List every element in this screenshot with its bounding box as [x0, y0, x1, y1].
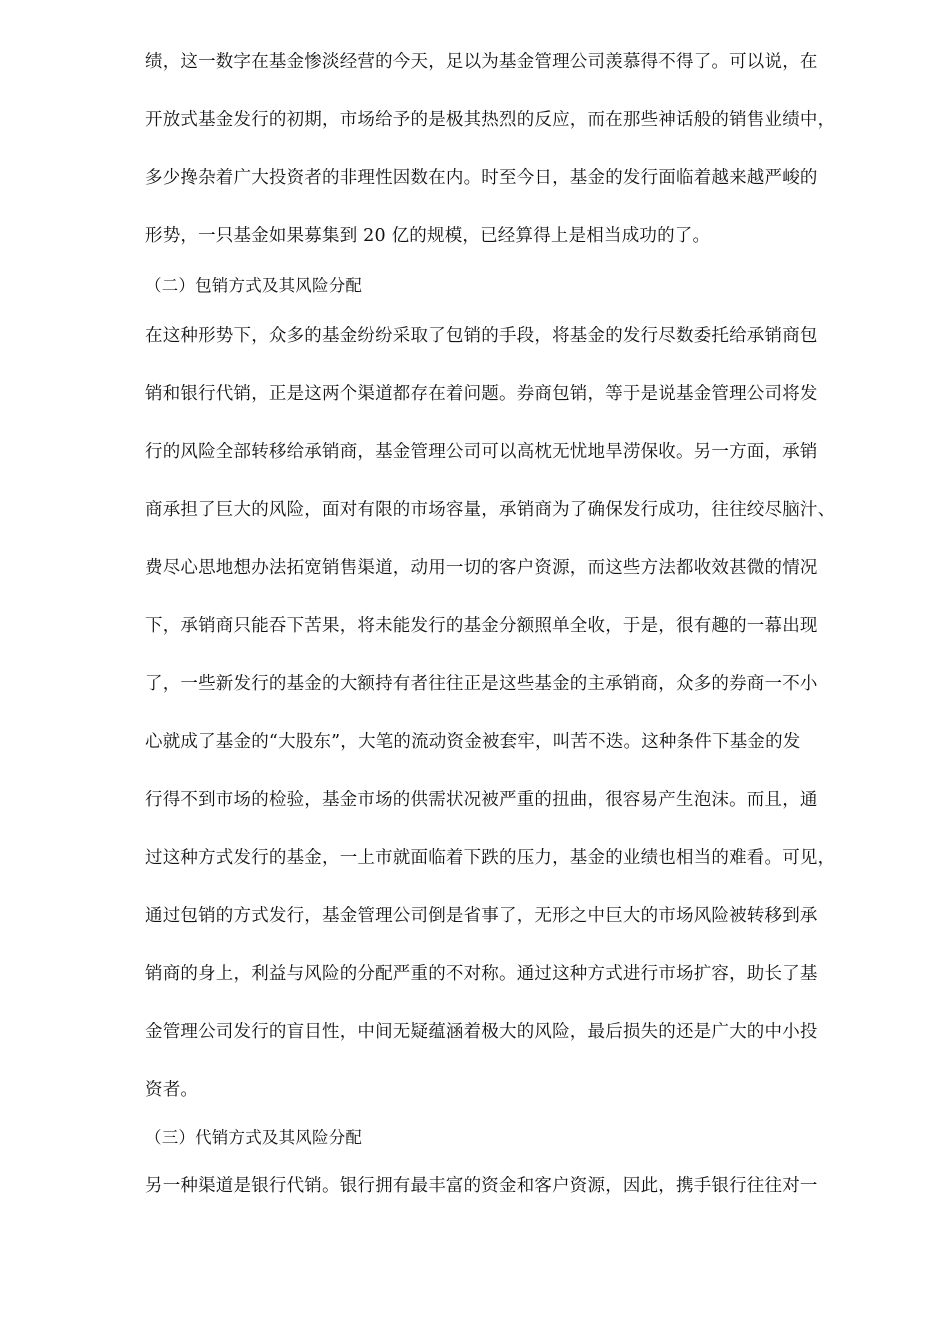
- paragraph-line: 绩，这一数字在基金惨淡经营的今天，足以为基金管理公司羡慕得不得了。可以说，在: [145, 52, 818, 72]
- paragraph-line: 商承担了巨大的风险，面对有限的市场容量，承销商为了确保发行成功，往往绞尽脑汁、: [145, 500, 836, 520]
- paragraph-line: 在这种形势下，众多的基金纷纷采取了包销的手段，将基金的发行尽数委托给承销商包: [145, 326, 818, 346]
- paragraph-line: 多少搀杂着广大投资者的非理性因数在内。时至今日，基金的发行面临着越来越严峻的: [145, 168, 818, 188]
- section-heading: （三）代销方式及其风险分配: [145, 1128, 363, 1147]
- paragraph-line: 行的风险全部转移给承销商，基金管理公司可以高枕无忧地旱涝保收。另一方面，承销: [145, 442, 818, 462]
- paragraph-line: 心就成了基金的“大股东”，大笔的流动资金被套牢，叫苦不迭。这种条件下基金的发: [145, 732, 801, 752]
- paragraph-line: 资者。: [145, 1080, 199, 1100]
- paragraph-line: 金管理公司发行的盲目性，中间无疑蕴涵着极大的风险，最后损失的还是广大的中小投: [145, 1022, 818, 1042]
- paragraph-line: 通过包销的方式发行，基金管理公司倒是省事了，无形之中巨大的市场风险被转移到承: [145, 906, 818, 926]
- paragraph-line: 费尽心思地想办法拓宽销售渠道，动用一切的客户资源，而这些方法都收效甚微的情况: [145, 558, 818, 578]
- paragraph-line: 了，一些新发行的基金的大额持有者往往正是这些基金的主承销商，众多的券商一不小: [145, 674, 818, 694]
- paragraph-line: 下，承销商只能吞下苦果，将未能发行的基金分额照单全收，于是，很有趣的一幕出现: [145, 616, 818, 636]
- section-heading: （二）包销方式及其风险分配: [145, 276, 363, 295]
- paragraph-line: 另一种渠道是银行代销。银行拥有最丰富的资金和客户资源，因此，携手银行往往对一: [145, 1176, 818, 1196]
- paragraph-line: 行得不到市场的检验，基金市场的供需状况被严重的扭曲，很容易产生泡沫。而且，通: [145, 790, 818, 810]
- paragraph-line: 销和银行代销，正是这两个渠道都存在着问题。券商包销，等于是说基金管理公司将发: [145, 384, 818, 404]
- paragraph-line: 形势，一只基金如果募集到 20 亿的规模，已经算得上是相当成功的了。: [145, 226, 711, 246]
- paragraph-line: 开放式基金发行的初期，市场给予的是极其热烈的反应，而在那些神话般的销售业绩中，: [145, 110, 836, 130]
- paragraph-line: 过这种方式发行的基金，一上市就面临着下跌的压力，基金的业绩也相当的难看。可见，: [145, 848, 836, 868]
- paragraph-line: 销商的身上，利益与风险的分配严重的不对称。通过这种方式进行市场扩容，助长了基: [145, 964, 818, 984]
